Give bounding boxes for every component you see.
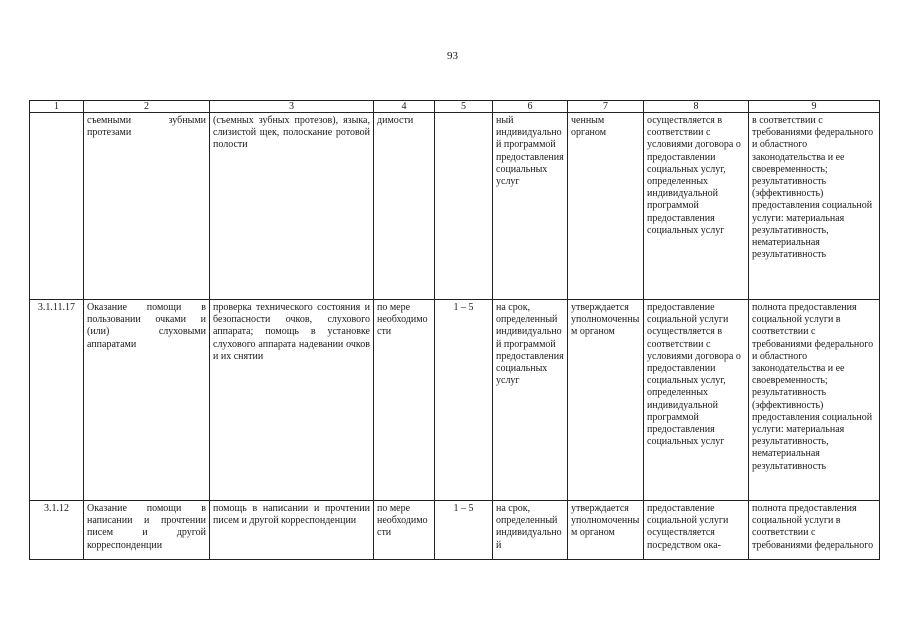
column-number: 1 [30,101,84,113]
service-code-cell [30,113,84,300]
service-content-cell: проверка технического состояния и безопасности очков, слухового аппарата; помощь в установке слухового аппарата надевании очков и их снятии [210,300,374,501]
column-number: 7 [568,101,644,113]
service-name-cell: Оказание помощи в написании и прочтении писем и другой корреспонденции [84,501,210,560]
column-number: 2 [84,101,210,113]
volume-cell: 1 – 5 [435,300,493,501]
timing-cell: по мере необходимости [374,501,435,560]
page-number: 93 [447,50,458,62]
service-content-cell: помощь в написании и прочтении писем и другой корреспонденции [210,501,374,560]
approver-cell: ченным органом [568,113,644,300]
volume-cell [435,113,493,300]
column-number-row [30,101,880,113]
column-number: 9 [749,101,880,113]
timing-cell: димости [374,113,435,300]
column-number: 8 [644,101,749,113]
column-number: 4 [374,101,435,113]
service-code-cell: 3.1.11.17 [30,300,84,501]
deadline-cell: на срок, определенный индивидуальной программой предоставления социальных услуг [493,300,568,501]
column-number: 5 [435,101,493,113]
service-code-cell: 3.1.12 [30,501,84,560]
deadline-cell: ный индивидуальной программой предоставления социальных услуг [493,113,568,300]
table-row [30,300,880,501]
volume-cell: 1 – 5 [435,501,493,560]
indicators-cell: полнота предоставления социальной услуги в соответствии с требованиями федерального [749,501,880,560]
conditions-cell: предоставление социальной услуги осуществляется в соответствии с условиями договора о предоставлении социальных услуг, определенных индивидуальной программой предоставления социальных услуг [644,300,749,501]
column-number: 6 [493,101,568,113]
column-number: 3 [210,101,374,113]
table-row [30,501,880,560]
indicators-cell: полнота предоставления социальной услуги в соответствии с требованиями федерального и областного законодательства и ее своевременность; результативность (эффективность) предоставления социальной услуги: материальная результативность, нематериальная результативность [749,300,880,501]
table-row [30,113,880,300]
service-content-cell: (съемных зубных протезов), языка, слизистой щек, полоскание ротовой полости [210,113,374,300]
services-table [29,100,880,560]
approver-cell: утверждается уполномоченным органом [568,300,644,501]
timing-cell: по мере необходимости [374,300,435,501]
conditions-cell: осуществляется в соответствии с условиями договора о предоставлении социальных услуг, определенных индивидуальной программой предоставления социальных услуг [644,113,749,300]
deadline-cell: на срок, определенный индивидуальной [493,501,568,560]
conditions-cell: предоставление социальной услуги осуществляется посредством ока- [644,501,749,560]
indicators-cell: в соответствии с требованиями федерального и областного законодательства и ее своевременность; результативность (эффективность) предоставления социальной услуги: материальная результативность, нематериальная результативность [749,113,880,300]
service-name-cell: Оказание помощи в пользовании очками и (или) слуховыми аппаратами [84,300,210,501]
service-name-cell: съемными зубными протезами [84,113,210,300]
approver-cell: утверждается уполномоченным органом [568,501,644,560]
